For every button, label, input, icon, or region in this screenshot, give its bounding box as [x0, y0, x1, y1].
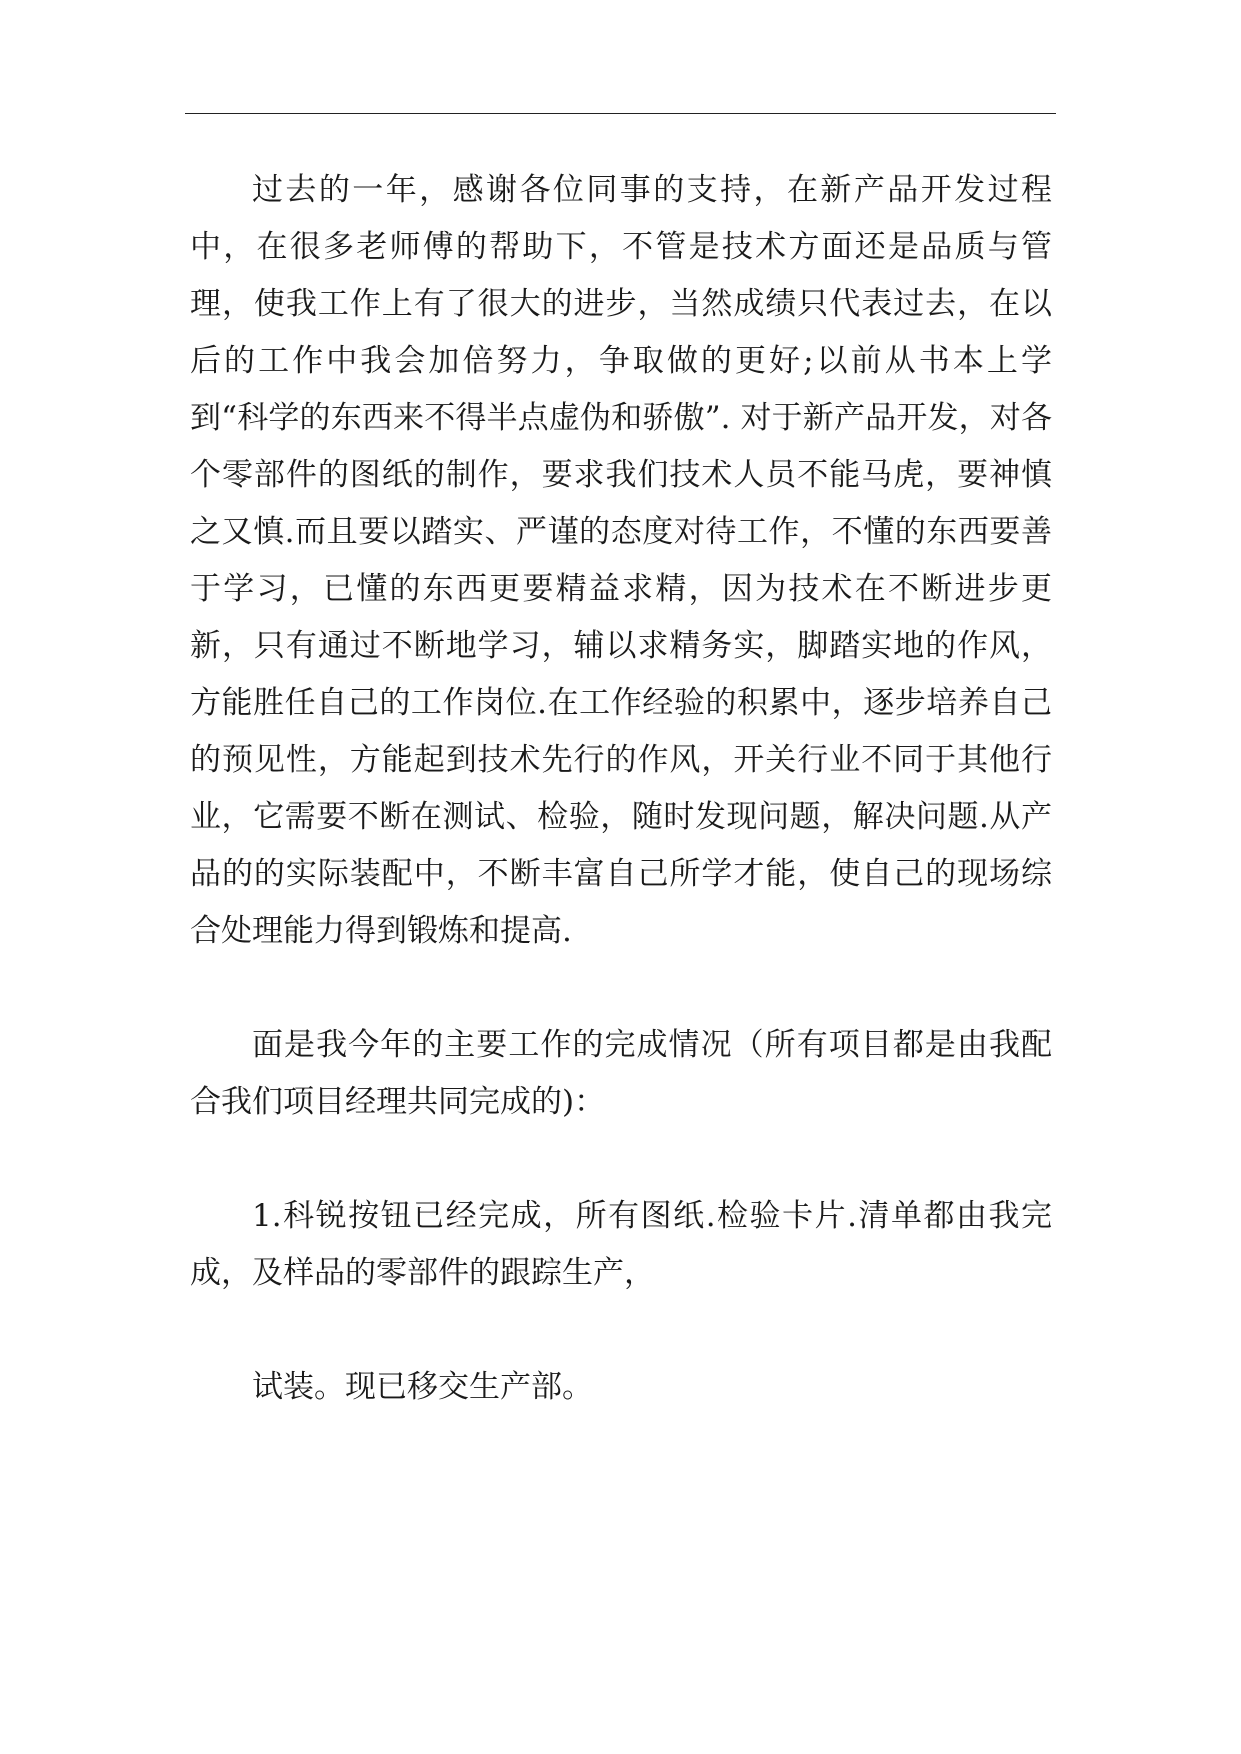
paragraph: 1.科锐按钮已经完成，所有图纸.检验卡片.清单都由我完成，及样品的零部件的跟踪生产， — [190, 1198, 1052, 1291]
header-rule — [185, 113, 1056, 114]
paragraph: 试装。现已移交生产部。 — [252, 1369, 593, 1405]
paragraph: 面是我今年的主要工作的完成情况（所有项目都是由我配合我们项目经理共同完成的)： — [190, 1027, 1052, 1120]
paragraph: 过去的一年，感谢各位同事的支持，在新产品开发过程中，在很多老师傅的帮助下，不管是技术方面还是品质与管理，使我工作上有了很大的进步，当然成绩只代表过去，在以后的工作中我会加倍努力，争取做的更好;以前从书本上学到“科学的东西来不得半点虚伪和骄傲”. 对于新产品开发，对各个零部件的图纸的制作，要求我们技术人员不能马虎，要神慎之又慎.而且要以踏实、严谨的态度对待工作，不懂的东西要善于学习，已懂的东西更要精益求精，因为技术在不断进步更新，只有通过不断地学习，辅以求精务实，脚踏实地的作风，方能胜任自己的工作岗位.在工作经验的积累中，逐步培养自己的预见性，方能起到技术先行的作风，开关行业不同于其他行业，它需要不断在测试、检验，随时发现问题，解决问题.从产品的的实际装配中，不断丰富自己所学才能，使自己的现场综合处理能力得到锻炼和提高. — [190, 172, 1052, 949]
document-body — [190, 162, 1052, 1416]
